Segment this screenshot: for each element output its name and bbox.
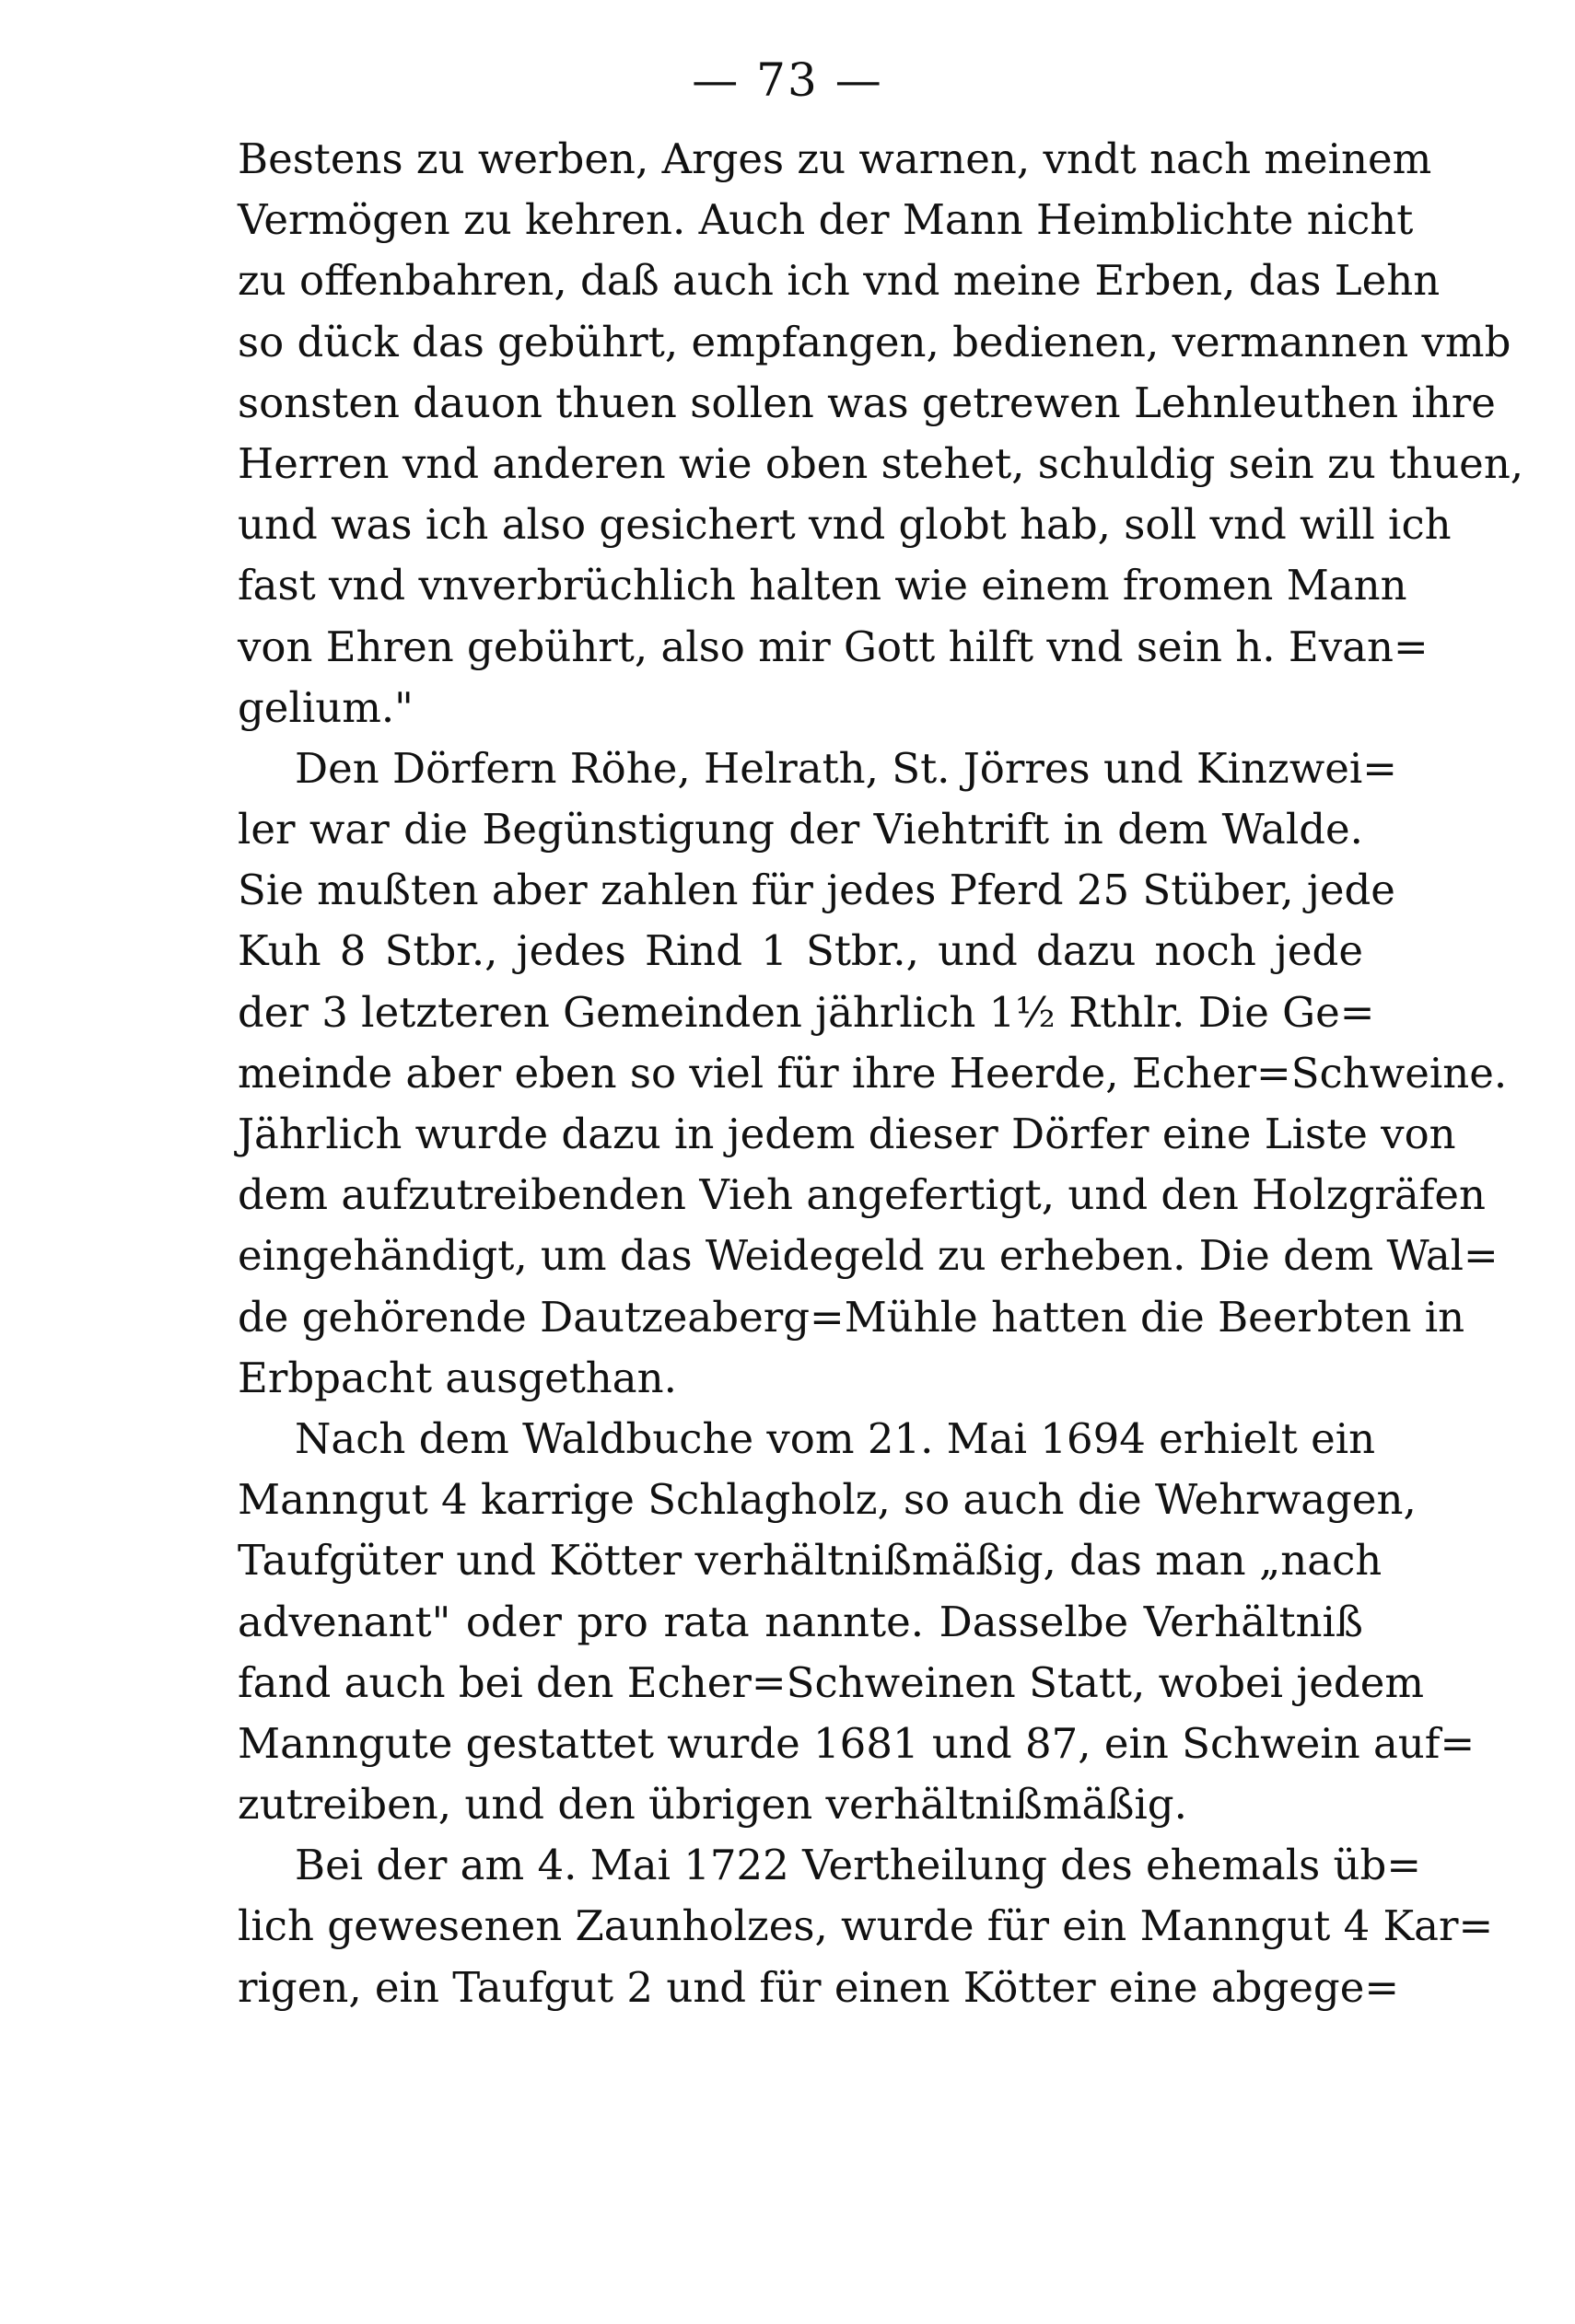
text-line: so dück das gebührt, empfangen, bedienen, vermannen vmb — [238, 317, 1511, 366]
text-line: eingehändigt, um das Weidegeld zu erheben. Die dem Wal= — [238, 1231, 1499, 1281]
text-line: Jährlich wurde dazu in jedem dieser Dörfer eine Liste von — [238, 1110, 1456, 1158]
text-line: Kuh 8 Stbr., jedes Rind 1 Stbr., und dazu noch jede — [238, 926, 1363, 976]
text-line: zutreiben, und den übrigen verhältnißmäßig. — [238, 1780, 1187, 1830]
text-line: der 3 letzteren Gemeinden jährlich 1½ Rthlr. Die Ge= — [238, 987, 1375, 1037]
text-line: Herren vnd anderen wie oben stehet, schuldig sein zu thuen, — [238, 438, 1524, 488]
text-line: von Ehren gebührt, also mir Gott hilft vnd sein h. Evan= — [238, 622, 1429, 671]
text-line: advenant" oder pro rata nannte. Dasselbe Verhältniß — [238, 1597, 1363, 1646]
text-line: dem aufzutreibenden Vieh angefertigt, und den Holzgräfen — [238, 1170, 1487, 1220]
text-line: Den Dörfern Röhe, Helrath, St. Jörres und Kinzwei= — [295, 743, 1397, 793]
text-line: lich gewesenen Zaunholzes, wurde für ein Manngut 4 Kar= — [238, 1901, 1494, 1951]
text-line: Vermögen zu kehren. Auch der Mann Heimblichte nicht — [238, 195, 1414, 245]
text-line: Taufgüter und Kötter verhältnißmäßig, das man „nach — [238, 1536, 1382, 1586]
page-number: — 73 — — [692, 53, 883, 107]
text-line: fast vnd vnverbrüchlich halten wie einem fromen Mann — [238, 561, 1407, 610]
text-line: Nach dem Waldbuche vom 21. Mai 1694 erhielt ein — [295, 1413, 1376, 1463]
text-line: sonsten dauon thuen sollen was getrewen Lehnleuthen ihre — [238, 378, 1496, 427]
text-line: Manngute gestattet wurde 1681 und 87, ein Schwein auf= — [238, 1718, 1476, 1768]
text-line: rigen, ein Taufgut 2 und für einen Kötter eine abgege= — [238, 1962, 1400, 2012]
text-line: Erbpacht ausgethan. — [238, 1353, 677, 1402]
text-line: de gehörende Dautzeaberg=Mühle hatten die Beerbten in — [238, 1292, 1465, 1342]
text-line: meinde aber eben so viel für ihre Heerde, Echer=Schweine. — [238, 1048, 1508, 1098]
text-line: Sie mußten aber zahlen für jedes Pferd 25 Stüber, jede — [238, 866, 1395, 915]
body-text — [238, 129, 1524, 2018]
text-line: zu offenbahren, daß auch ich vnd meine Erben, das Lehn — [238, 256, 1441, 306]
text-line: Manngut 4 karrige Schlagholz, so auch die Wehrwagen, — [238, 1475, 1417, 1525]
text-line: gelium." — [238, 682, 414, 732]
text-line: fand auch bei den Echer=Schweinen Statt, wobei jedem — [238, 1657, 1425, 1707]
text-line: und was ich also gesichert vnd globt hab, soll vnd will ich — [238, 500, 1452, 550]
text-line: Bei der am 4. Mai 1722 Vertheilung des ehemals üb= — [295, 1841, 1422, 1890]
text-line: Bestens zu werben, Arges zu warnen, vndt nach meinem — [238, 134, 1432, 183]
text-line: ler war die Begünstigung der Viehtrift in dem Walde. — [238, 805, 1363, 854]
